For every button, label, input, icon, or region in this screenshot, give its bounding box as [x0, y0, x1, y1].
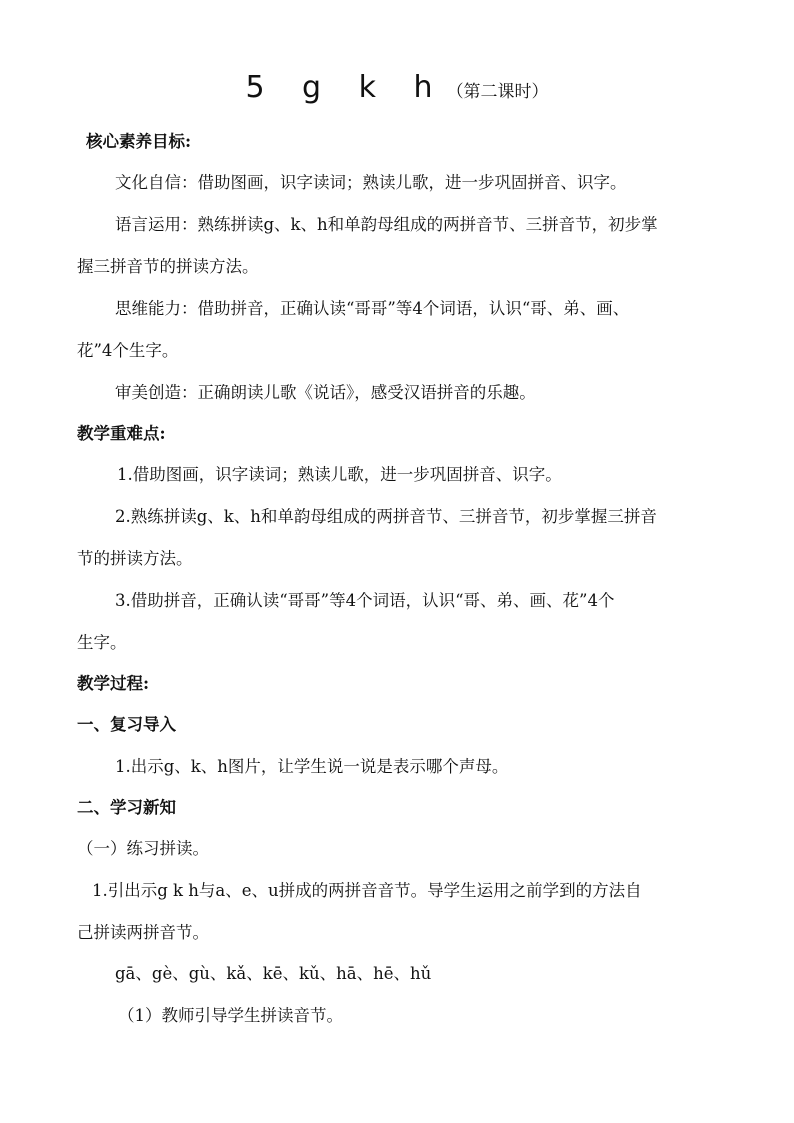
core-goals-heading: 核心素养目标:	[86, 132, 192, 151]
key-point-1: 1.借助图画，识字读词；熟读儿歌，进一步巩固拼音、识字。	[117, 465, 562, 484]
practice-item-1-line-1: 1.引出示g k h与a、e、u拼成的两拼音音节。导学生运用之前学到的方法自	[92, 881, 642, 900]
section-review-item-1: 1.出示g、k、h图片，让学生说一说是表示哪个声母。	[115, 757, 509, 776]
core-goal-thinking-1: 思维能力：借助拼音，正确认读“哥哥”等4个词语，认识“哥、弟、画、	[115, 299, 630, 318]
section-review-heading: 一、复习导入	[77, 715, 176, 734]
key-points-heading: 教学重难点:	[77, 424, 166, 443]
core-goal-culture: 文化自信：借助图画，识字读词；熟读儿歌，进一步巩固拼音、识字。	[115, 173, 627, 192]
page-title	[0, 70, 794, 105]
process-heading: 教学过程:	[77, 674, 150, 693]
core-goal-aesthetic: 审美创造：正确朗读儿歌《说话》，感受汉语拼音的乐趣。	[115, 383, 536, 402]
title-sub: （第二课时）	[446, 82, 549, 102]
key-point-2-line-2: 节的拼读方法。	[77, 549, 193, 568]
subsection-practice-heading: （一）练习拼读。	[77, 839, 209, 858]
key-point-2-line-1: 2.熟练拼读g、k、h和单韵母组成的两拼音节、三拼音节，初步掌握三拼音	[115, 507, 657, 526]
practice-substep-1: （1）教师引导学生拼读音节。	[118, 1006, 343, 1025]
section-new-knowledge-heading: 二、学习新知	[77, 798, 176, 817]
pinyin-syllables: gā、gè、gù、kǎ、kē、kǔ、hā、hē、hǔ	[115, 964, 432, 983]
practice-item-1-line-2: 己拼读两拼音节。	[77, 923, 209, 942]
core-goal-language-1: 语言运用：熟练拼读g、k、h和单韵母组成的两拼音节、三拼音节，初步掌	[115, 215, 658, 234]
core-goal-thinking-2: 花”4个生字。	[77, 341, 179, 360]
key-point-3-line-1: 3.借助拼音，正确认读“哥哥”等4个词语，认识“哥、弟、画、花”4个	[115, 591, 615, 610]
core-goal-language-2: 握三拼音节的拼读方法。	[77, 257, 259, 276]
key-point-3-line-2: 生字。	[77, 633, 127, 652]
title-main: 5 g k h	[245, 70, 447, 105]
